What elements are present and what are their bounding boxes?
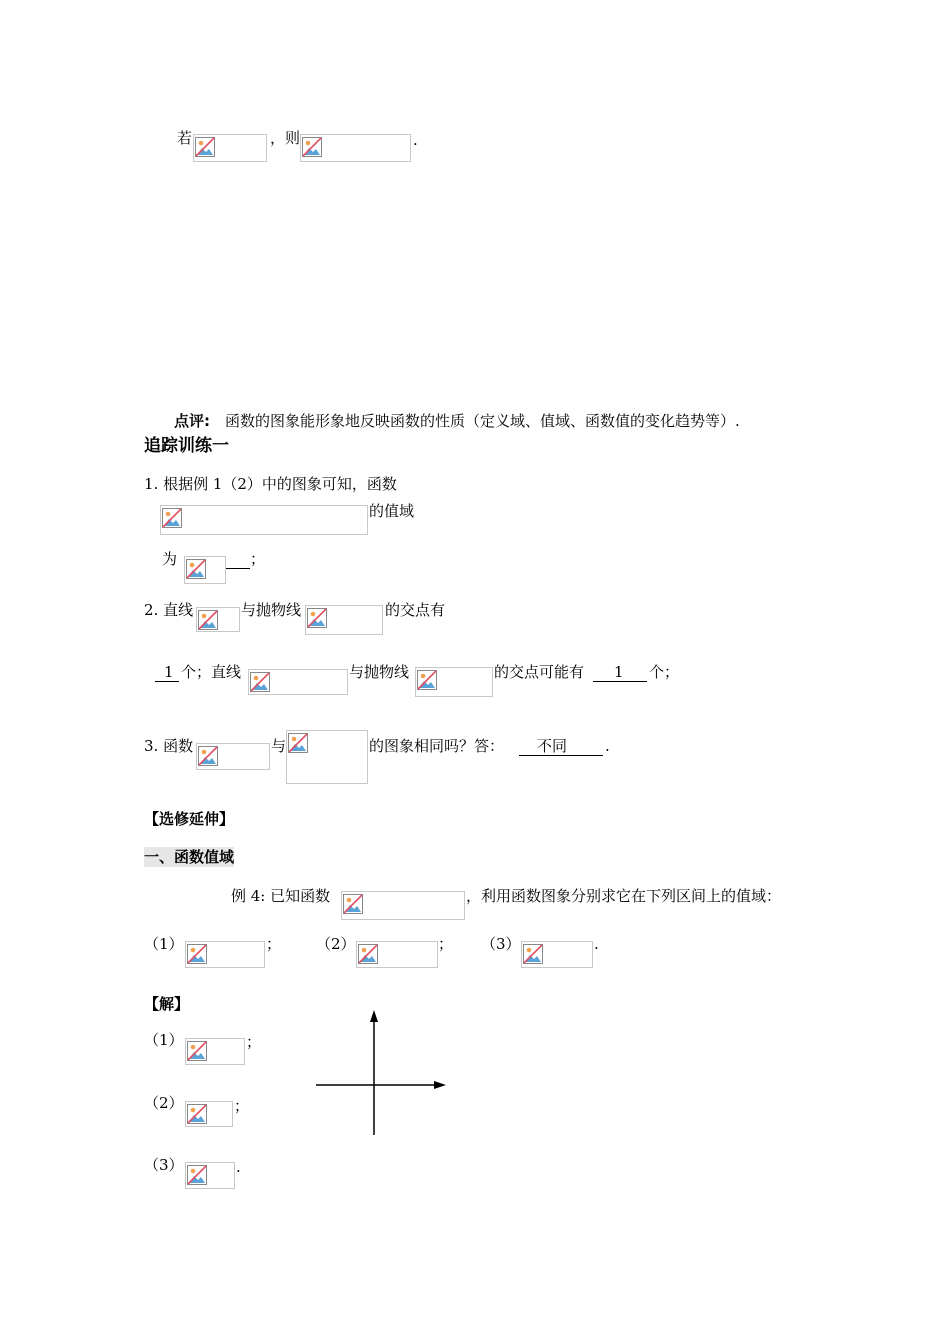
sol-1: （1）: [144, 1031, 184, 1049]
formula-image: [305, 605, 383, 635]
formula-image: [185, 1038, 245, 1065]
formula-image: [160, 505, 368, 535]
part-3-period: .: [594, 935, 599, 953]
q3-period: .: [605, 737, 610, 755]
answer-underline: [155, 681, 179, 682]
sol-3-period: .: [236, 1158, 241, 1176]
coordinate-axes: [310, 1005, 455, 1140]
q1-range: 的值域: [369, 502, 415, 520]
q2-l2-with: 与抛物线: [349, 663, 410, 681]
formula-image: [193, 134, 267, 162]
broken-image-icon: [343, 894, 363, 914]
formula-image: [356, 941, 438, 968]
part-2-semi: ；: [438, 935, 454, 953]
broken-image-icon: [288, 733, 308, 753]
formula-image: [521, 941, 593, 968]
ex4-prefix: 例 4: 已知函数: [231, 887, 331, 905]
sol-3: （3）: [144, 1156, 184, 1174]
part-3: （3）: [481, 935, 521, 953]
broken-image-icon: [187, 944, 207, 964]
q2-possible: 的交点可能有: [494, 663, 585, 681]
formula-image: [196, 743, 270, 770]
broken-image-icon: [523, 944, 543, 964]
q1-text: 1. 根据例 1（2）中的图象可知，函数: [144, 475, 397, 493]
text-period: .: [413, 131, 418, 149]
formula-image: [185, 1162, 235, 1189]
sol-2-semi: ；: [234, 1097, 250, 1115]
q2-with: 与抛物线: [241, 601, 302, 619]
part-1-semi: ；: [266, 935, 282, 953]
ex4-suffix: ，利用函数图象分别求它在下列区间上的值域：: [466, 887, 782, 905]
formula-image: [185, 941, 265, 968]
q2-prefix: 2. 直线: [144, 601, 194, 619]
tracking-heading: 追踪训练一: [144, 436, 229, 456]
broken-image-icon: [198, 746, 218, 766]
formula-image: [185, 1101, 233, 1127]
answer-underline: [226, 568, 250, 569]
text-ruo: 若: [177, 129, 193, 147]
q3-with: 与: [271, 737, 287, 755]
formula-image: [196, 607, 240, 632]
broken-image-icon: [187, 1041, 207, 1061]
part-1: （1）: [144, 935, 184, 953]
broken-image-icon: [186, 559, 206, 579]
q3-prefix: 3. 函数: [144, 737, 194, 755]
formula-image: [286, 730, 368, 784]
formula-image: [341, 891, 465, 920]
formula-image: [415, 667, 493, 697]
elective-heading: 【选修延伸】: [144, 810, 235, 828]
broken-image-icon: [358, 944, 378, 964]
broken-image-icon: [302, 137, 322, 157]
sol-1-semi: ；: [246, 1033, 262, 1051]
formula-image: [248, 669, 348, 695]
q3-same: 的图象相同吗？答：: [369, 737, 505, 755]
part-2: （2）: [316, 935, 356, 953]
formula-image: [300, 134, 411, 162]
solution-heading: 【解】: [144, 995, 190, 1013]
formula-image: [184, 556, 226, 584]
comment-label: 点评:: [174, 412, 210, 430]
q2-answer1: 1: [164, 663, 174, 681]
elective-sub: 一、函数值域: [144, 848, 235, 866]
broken-image-icon: [195, 137, 215, 157]
text-ze: ，则: [270, 129, 301, 147]
q2-ge2: 个；: [649, 663, 680, 681]
broken-image-icon: [417, 670, 437, 690]
comment-text: 函数的图象能形象地反映函数的性质（定义域、值域、函数值的变化趋势等）.: [225, 412, 740, 430]
broken-image-icon: [162, 508, 182, 528]
q2-answer2: 1: [614, 663, 624, 681]
answer-underline: [593, 681, 647, 682]
broken-image-icon: [198, 610, 218, 630]
broken-image-icon: [187, 1165, 207, 1185]
q1-semi: ；: [250, 550, 266, 568]
q2-ge: 个；直线: [181, 663, 242, 681]
broken-image-icon: [187, 1104, 207, 1124]
q2-jiaodian: 的交点有: [385, 601, 446, 619]
q1-wei: 为: [162, 550, 178, 568]
broken-image-icon: [307, 608, 327, 628]
sol-2: （2）: [144, 1094, 184, 1112]
broken-image-icon: [250, 672, 270, 692]
answer-underline: [519, 755, 603, 756]
q3-answer: 不同: [537, 737, 568, 755]
